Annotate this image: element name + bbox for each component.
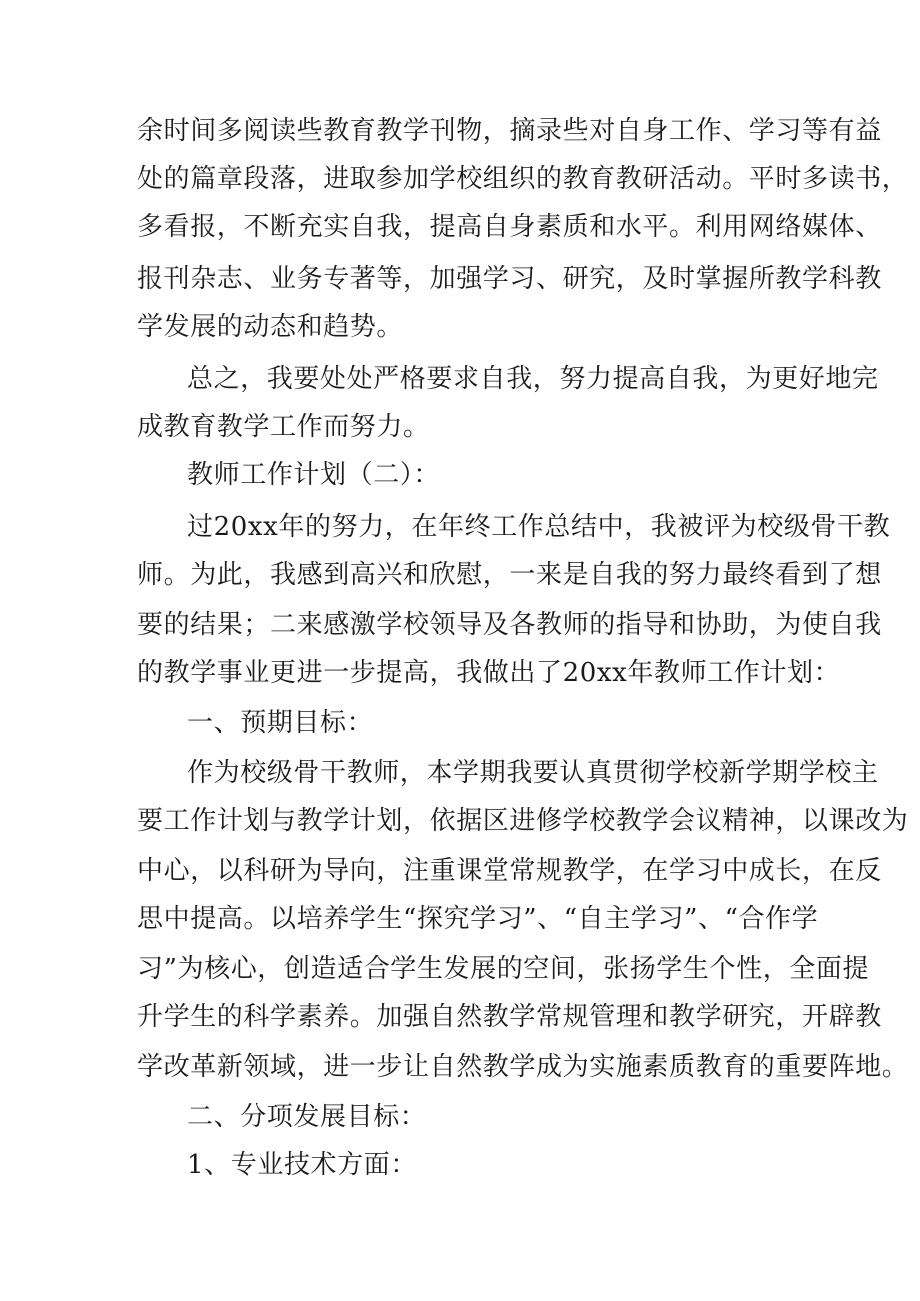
text-line: 中心，以科研为导向，注重课堂常规教学，在学习中成长，在反: [137, 856, 882, 886]
text-line: 多看报，不断充实自我，提高自身素质和水平。利用网络媒体、: [137, 212, 882, 242]
text-line: 学发展的动态和趋势。: [137, 312, 404, 342]
heading: 1、专业技术方面：: [187, 1150, 417, 1180]
text-line: 的教学事业更进一步提高，我做出了20xx年教师工作计划：: [137, 658, 841, 688]
text-line: 要工作计划与教学计划，依据区进修学校教学会议精神，以课改为: [137, 806, 909, 836]
text-line: 习”为核心，创造适合学生发展的空间，张扬学生个性，全面提: [137, 954, 870, 984]
text-line: 过20xx年的努力，在年终工作总结中，我被评为校级骨干教: [187, 512, 891, 542]
section-title: 教师工作计划（二）：: [187, 460, 441, 490]
text-line: 思中提高。以培养学生“探究学习”、“自主学习”、“合作学: [137, 904, 819, 934]
text-line: 余时间多阅读些教育教学刊物，摘录些对自身工作、学习等有益: [137, 116, 882, 146]
text-line: 升学生的科学素养。加强自然教学常规管理和教学研究，开辟教: [137, 1002, 882, 1032]
text-line: 处的篇章段落，进取参加学校组织的教育教研活动。平时多读书，: [137, 164, 909, 194]
text-line: 学改革新领域，进一步让自然教学成为实施素质教育的重要阵地。: [137, 1052, 909, 1082]
text-line: 要的结果；二来感激学校领导及各教师的指导和协助，为使自我: [137, 610, 882, 640]
text-line: 报刊杂志、业务专著等，加强学习、研究，及时掌握所教学科教: [137, 264, 882, 294]
text-line: 成教育教学工作而努力。: [137, 412, 430, 442]
text-line: 师。为此，我感到高兴和欣慰，一来是自我的努力最终看到了想: [137, 560, 882, 590]
heading: 一、预期目标：: [187, 708, 374, 738]
text-line: 作为校级骨干教师，本学期我要认真贯彻学校新学期学校主: [187, 758, 879, 788]
text-line: 总之，我要处处严格要求自我，努力提高自我，为更好地完: [187, 364, 879, 394]
heading: 二、分项发展目标：: [187, 1102, 427, 1132]
